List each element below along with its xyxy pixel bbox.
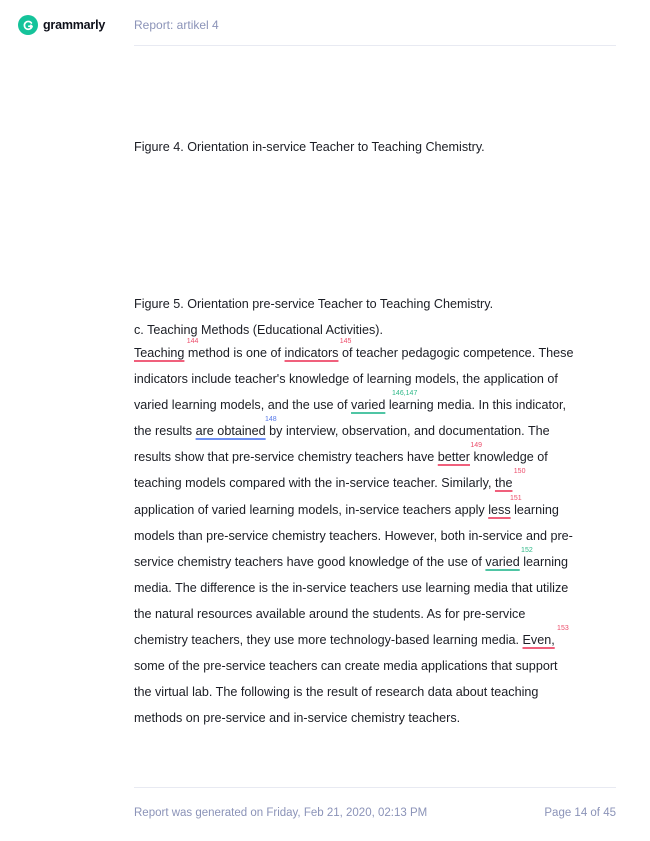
text-segment: some of the pre-service teachers can create media applications that support	[134, 659, 558, 674]
report-generated-timestamp: Report was generated on Friday, Feb 21, 2020, 02:13 PM	[134, 807, 428, 819]
flagged-word: varied	[485, 554, 520, 569]
text-line	[134, 418, 616, 444]
issue-number: 145	[339, 338, 352, 345]
text-line	[134, 679, 616, 705]
report-title: Report: artikel 4	[134, 18, 219, 32]
issue-marker-152[interactable]	[485, 546, 533, 569]
text-segment: method is one of	[184, 346, 285, 360]
issue-marker-148[interactable]	[195, 416, 277, 439]
issue-marker-149[interactable]	[437, 442, 482, 465]
text-line	[134, 494, 616, 523]
issue-marker-145[interactable]	[284, 338, 352, 360]
text-line	[134, 392, 616, 418]
text-segment: teaching models compared with the in-service teacher. Similarly,	[134, 476, 495, 491]
grammarly-logo	[18, 15, 105, 35]
issue-number: 153	[557, 625, 569, 633]
issue-number: 148	[264, 416, 277, 424]
issue-number: 150	[513, 468, 526, 476]
brand-name: grammarly	[43, 18, 106, 32]
issue-number: 149	[470, 442, 482, 450]
text-segment: application of varied learning models, in-service teachers apply	[134, 502, 489, 517]
text-line	[134, 470, 616, 496]
text-segment: service chemistry teachers have good knowledge of the use of	[134, 554, 486, 569]
header-divider	[134, 45, 616, 46]
issue-marker-144[interactable]	[134, 338, 199, 360]
text-segment: results show that pre-service chemistry teachers have	[134, 450, 438, 465]
text-segment: varied learning models, and the use of	[134, 398, 352, 413]
text-line	[134, 627, 616, 653]
figure-4-caption: Figure 4. Orientation in-service Teacher to Teaching Chemistry.	[134, 140, 485, 154]
text-line	[134, 653, 616, 679]
text-segment: learning	[519, 554, 569, 569]
text-segment: media. The difference is the in-service teachers use learning media that utilize	[134, 580, 569, 595]
text-segment: learning media. In this indicator,	[385, 398, 566, 413]
text-segment: chemistry teachers, they use more technology-based learning media.	[134, 633, 523, 648]
grammarly-g-icon	[18, 15, 38, 35]
issue-marker-150[interactable]	[494, 468, 526, 491]
text-segment: the virtual lab. The following is the result of research data about teaching	[134, 685, 539, 700]
page-indicator: Page 14 of 45	[544, 807, 616, 819]
text-segment: knowledge of	[470, 450, 548, 465]
flagged-word: less	[488, 502, 511, 517]
text-segment: methods on pre-service and in-service chemistry teachers.	[134, 711, 461, 726]
flagged-word: indicators	[284, 346, 339, 360]
text-line	[134, 444, 616, 470]
figure-5-caption: Figure 5. Orientation pre-service Teacher to Teaching Chemistry.	[134, 297, 494, 311]
text-segment: learning	[510, 502, 559, 517]
text-line	[134, 366, 616, 392]
flagged-word: better	[437, 450, 470, 465]
text-line	[134, 601, 616, 627]
footer-divider	[134, 787, 616, 788]
issue-number: 151	[509, 494, 522, 502]
issue-number: 144	[186, 338, 199, 345]
text-segment: the natural resources available around the students. As for pre-service	[134, 606, 526, 621]
section-heading: c. Teaching Methods (Educational Activities).	[134, 323, 383, 337]
issue-marker-153[interactable]	[522, 625, 569, 648]
flagged-word: the	[494, 476, 513, 491]
issue-marker-146-147[interactable]	[351, 390, 418, 413]
text-segment: models than pre-service chemistry teachers. However, both in-service and pre-	[134, 528, 573, 543]
flagged-word: Even,	[522, 633, 555, 648]
flagged-word: varied	[351, 398, 386, 413]
text-segment: indicators include teacher's knowledge of learning models, the application of	[134, 372, 558, 387]
flagged-word: are obtained	[195, 424, 266, 439]
report-paragraph	[134, 340, 616, 731]
text-line	[134, 523, 616, 549]
text-segment: the results	[134, 424, 196, 439]
text-segment: by interview, observation, and documentation. The	[265, 424, 550, 439]
text-line	[134, 575, 616, 601]
issue-marker-151[interactable]	[488, 494, 522, 517]
text-line	[134, 705, 616, 731]
issue-number: 152	[521, 546, 533, 554]
flagged-word: Teaching	[134, 346, 185, 360]
text-line	[134, 340, 616, 366]
text-segment: of teacher pedagogic competence. These	[338, 346, 574, 360]
issue-number: 146,147	[392, 390, 418, 398]
text-line	[134, 546, 616, 575]
